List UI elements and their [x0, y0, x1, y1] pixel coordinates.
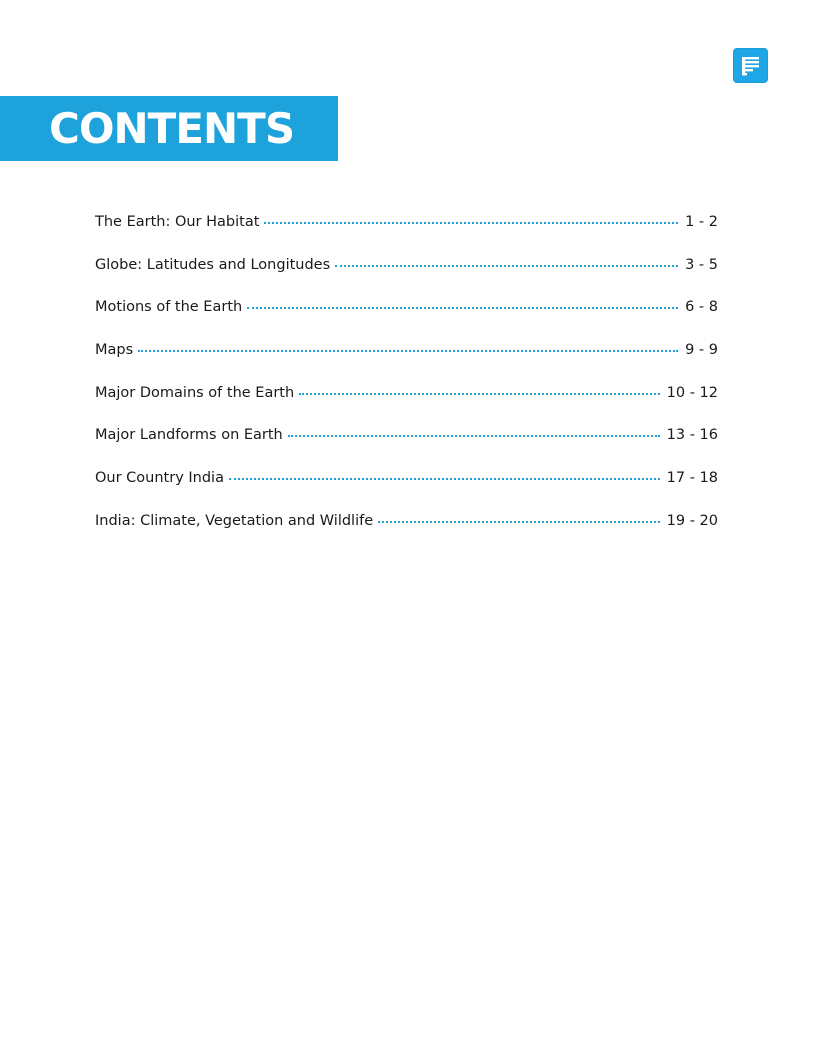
toc-entry[interactable] — [95, 296, 718, 339]
dotted-leader — [247, 307, 678, 309]
toc-entry-pages: 19 - 20 — [666, 512, 718, 529]
toc-entry[interactable] — [95, 254, 718, 297]
table-of-contents — [95, 211, 718, 553]
page-title: CONTENTS — [49, 104, 295, 153]
toc-entry-pages: 3 - 5 — [685, 256, 718, 273]
toc-entry-pages: 10 - 12 — [666, 384, 718, 401]
toc-entry-title: Major Domains of the Earth — [95, 384, 295, 401]
toc-entry-pages: 6 - 8 — [685, 299, 718, 316]
toc-entry-pages: 1 - 2 — [685, 214, 718, 230]
toc-entry[interactable] — [95, 382, 718, 425]
toc-entry-title: Major Landforms on Earth — [95, 427, 283, 444]
dotted-leader — [288, 435, 660, 437]
toc-entry[interactable] — [95, 467, 718, 510]
toc-entry-title: The Earth: Our Habitat — [95, 214, 260, 230]
toc-entry[interactable] — [95, 510, 718, 553]
toc-entry-title: Maps — [95, 342, 134, 359]
toc-entry-pages: 13 - 16 — [666, 427, 718, 444]
contents-banner — [0, 96, 338, 161]
toc-entry-title: Globe: Latitudes and Longitudes — [95, 256, 331, 273]
toc-entry[interactable] — [95, 211, 718, 254]
toc-entry[interactable] — [95, 339, 718, 382]
dotted-leader — [378, 521, 659, 523]
toc-entry-pages: 17 - 18 — [666, 470, 718, 487]
toc-entry-title: Motions of the Earth — [95, 299, 243, 316]
toc-entry-pages: 9 - 9 — [685, 342, 718, 359]
dotted-leader — [229, 478, 660, 480]
toc-entry[interactable] — [95, 424, 718, 467]
dotted-leader — [264, 222, 678, 224]
dotted-leader — [335, 265, 678, 267]
publisher-logo-icon — [733, 48, 768, 83]
toc-entry-title: Our Country India — [95, 470, 224, 487]
toc-entry-title: India: Climate, Vegetation and Wildlife — [95, 512, 374, 529]
dotted-leader — [299, 393, 659, 395]
dotted-leader — [138, 350, 678, 352]
